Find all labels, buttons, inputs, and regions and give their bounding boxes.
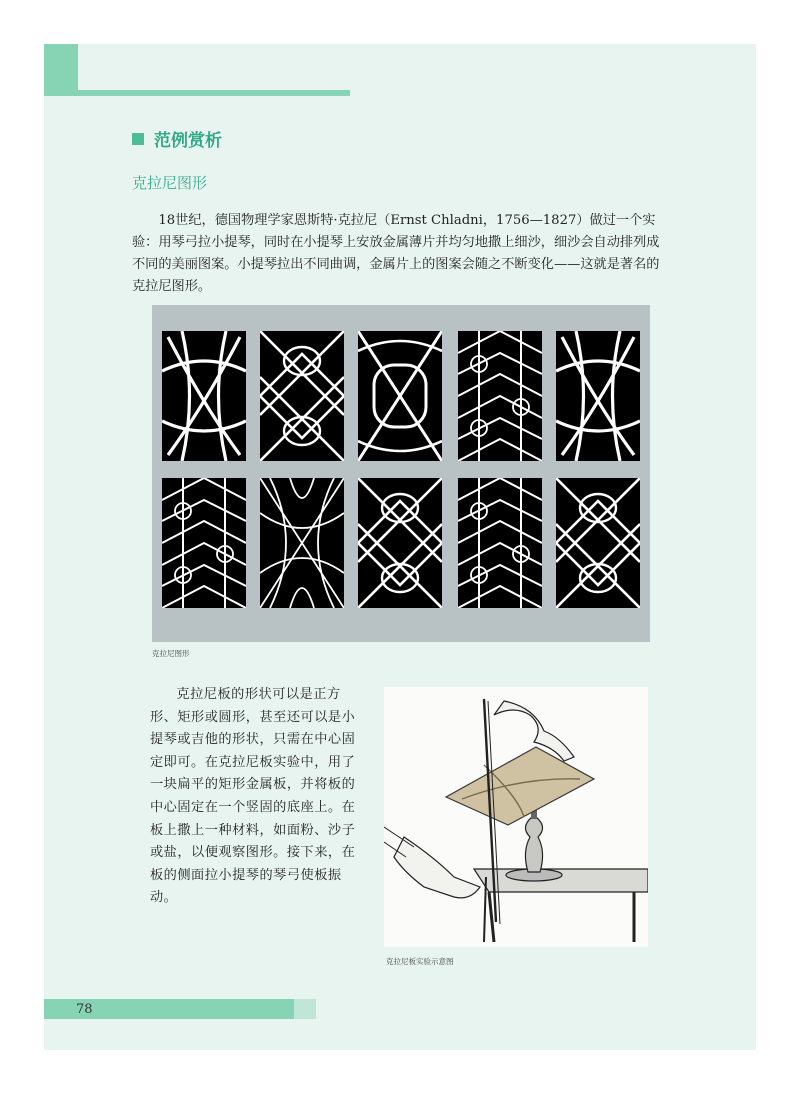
chladni-pattern-4 [458, 331, 542, 461]
chladni-figure-panel [152, 305, 650, 642]
footer-accent [294, 999, 316, 1019]
subsection-title: 克拉尼图形 [132, 174, 208, 192]
header-inner-box [78, 44, 350, 90]
body-paragraph: 克拉尼板的形状可以是正方形、矩形或圆形，甚至还可以是小提琴或吉他的形状，只需在中心固定即可。在克拉尼板实验中，用了一块扁平的矩形金属板，并将板的中心固定在一个竖固的底座上。在板上撒上一种材料，如面粉、沙子或盐，以便观察图形。接下来，在板的侧面拉小提琴的琴弓使板振动。 [150, 687, 356, 906]
chladni-pattern-7 [260, 478, 344, 608]
chladni-pattern-1 [162, 331, 246, 461]
chladni-pattern-3 [358, 331, 442, 461]
figure1-caption: 克拉尼图形 [152, 649, 190, 658]
page-number: 78 [76, 1002, 93, 1017]
chladni-pattern-2 [260, 331, 344, 461]
section-title: 范例赏析 [154, 131, 222, 151]
figure2-caption: 克拉尼板实验示意图 [386, 957, 454, 966]
chladni-pattern-8 [358, 478, 442, 608]
square-bullet-icon [132, 133, 144, 145]
chladni-pattern-9 [458, 478, 542, 608]
chladni-experiment-illustration [384, 687, 648, 947]
chladni-pattern-10 [556, 478, 640, 608]
section-heading [132, 126, 222, 151]
intro-paragraph: 18世纪，德国物理学家恩斯特·克拉尼（Ernst Chladni，1756—1827）做过一个实验：用琴弓拉小提琴，同时在小提琴上安放金属薄片并均匀地撒上细沙，细沙会自动排列成不同的美丽图案。小提琴拉出不同曲调，金属片上的图案会随之不断变化——这就是著名的克拉尼图形。 [132, 213, 660, 294]
chladni-pattern-5 [556, 331, 640, 461]
chladni-pattern-6 [162, 478, 246, 608]
